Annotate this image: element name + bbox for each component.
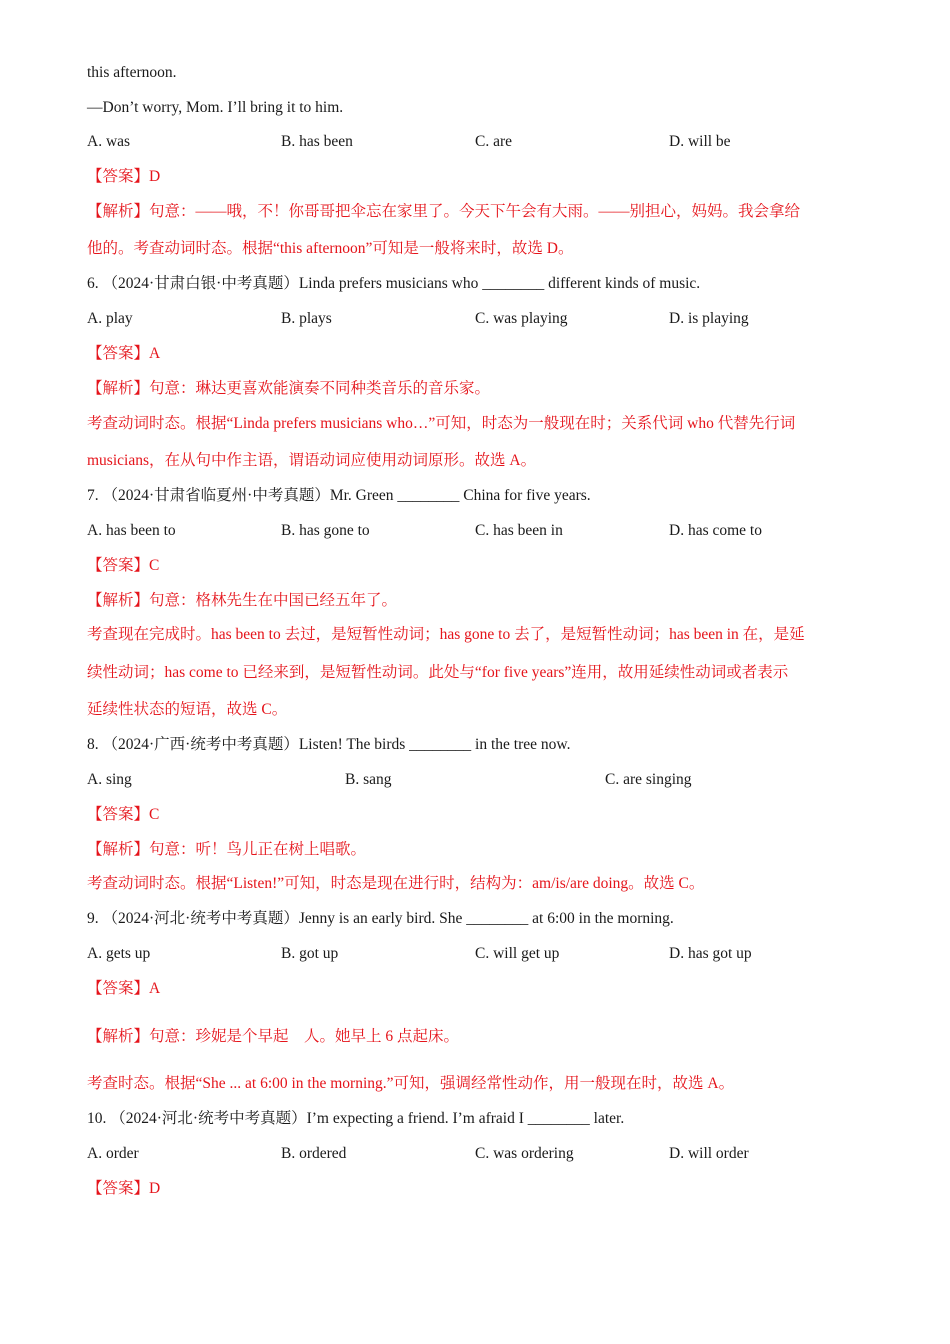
q5-option-a: A. was [87, 133, 131, 150]
q7-analysis-3: 续性动词；has come to 已经来到，是短暂性动词。此处与“for five years”连用，故用延续性动词或者表示 [87, 664, 789, 681]
q7-option-b: B. has gone to [281, 522, 370, 539]
q9-option-c: C. will get up [475, 945, 560, 962]
q5-options [87, 132, 867, 152]
q8-analysis-2: 考查动词时态。根据“Listen!”可知，时态是现在进行时，结构为：am/is/are doing。故选 C。 [87, 875, 705, 892]
q8-option-c: C. are singing [605, 771, 692, 788]
q8-option-b: B. sang [345, 771, 392, 788]
q8-analysis-1: 【解析】句意：听！鸟儿正在树上唱歌。 [87, 841, 367, 858]
q7-analysis-1: 【解析】句意：格林先生在中国已经五年了。 [87, 592, 398, 609]
q6-option-d: D. is playing [669, 310, 749, 327]
q5-option-d: D. will be [669, 133, 731, 150]
q7-option-a: A. has been to [87, 522, 176, 539]
q6-option-b: B. plays [281, 310, 332, 327]
q6-analysis-2: 考查动词时态。根据“Linda prefers musicians who…”可知，时态为一般现在时；关系代词 who 代替先行词 [87, 415, 796, 432]
q10-option-d: D. will order [669, 1145, 749, 1162]
q5-analysis-2: 他的。考查动词时态。根据“this afternoon”可知是一般将来时，故选 D。 [87, 240, 574, 257]
q8-stem: 8. （2024·广西·统考中考真题）Listen! The birds ________ in the tree now. [87, 736, 571, 753]
q8-answer: 【答案】C [87, 806, 160, 823]
q10-answer: 【答案】D [87, 1180, 161, 1197]
q7-stem: 7. （2024·甘肃省临夏州·中考真题）Mr. Green ________ China for five years. [87, 487, 591, 504]
q8-options [87, 770, 867, 790]
q9-option-a: A. gets up [87, 945, 151, 962]
q7-analysis-2: 考查现在完成时。has been to 去过，是短暂性动词；has gone to 去了，是短暂性动词；has been in 在，是延 [87, 626, 805, 643]
q7-options [87, 521, 867, 541]
intro-line-2: —Don’t worry, Mom. I’ll bring it to him. [87, 99, 344, 116]
q5-answer: 【答案】D [87, 168, 161, 185]
q6-stem: 6. （2024·甘肃白银·中考真题）Linda prefers musicians who ________ different kinds of music. [87, 275, 701, 292]
q7-option-c: C. has been in [475, 522, 563, 539]
q6-option-a: A. play [87, 310, 133, 327]
q5-analysis-1: 【解析】句意：——哦，不！你哥哥把伞忘在家里了。今天下午会有大雨。——别担心，妈妈。我会拿给 [87, 203, 801, 220]
q5-option-c: C. are [475, 133, 513, 150]
q8-option-a: A. sing [87, 771, 132, 788]
q9-stem: 9. （2024·河北·统考中考真题）Jenny is an early bird. She ________ at 6:00 in the morning. [87, 910, 674, 927]
q6-answer: 【答案】A [87, 345, 161, 362]
q9-analysis-2: 考查时态。根据“She ... at 6:00 in the morning.”可知，强调经常性动作，用一般现在时，故选 A。 [87, 1075, 735, 1092]
q7-analysis-4: 延续性状态的短语，故选 C。 [87, 701, 288, 718]
q10-option-a: A. order [87, 1145, 139, 1162]
q6-analysis-1: 【解析】句意：琳达更喜欢能演奏不同种类音乐的音乐家。 [87, 380, 491, 397]
q7-option-d: D. has come to [669, 522, 762, 539]
q9-options [87, 944, 867, 964]
q7-answer: 【答案】C [87, 557, 160, 574]
q9-option-b: B. got up [281, 945, 339, 962]
q10-option-b: B. ordered [281, 1145, 347, 1162]
q9-answer: 【答案】A [87, 980, 161, 997]
q9-analysis-1: 【解析】句意：珍妮是个早起 人。她早上 6 点起床。 [87, 1028, 460, 1045]
q6-analysis-3: musicians，在从句中作主语，谓语动词应使用动词原形。故选 A。 [87, 452, 537, 469]
q9-option-d: D. has got up [669, 945, 752, 962]
q10-options [87, 1144, 867, 1164]
q10-option-c: C. was ordering [475, 1145, 574, 1162]
intro-line-1: this afternoon. [87, 64, 177, 81]
q6-options [87, 309, 867, 329]
q10-stem: 10. （2024·河北·统考中考真题）I’m expecting a friend. I’m afraid I ________ later. [87, 1110, 625, 1127]
q6-option-c: C. was playing [475, 310, 568, 327]
q5-option-b: B. has been [281, 133, 353, 150]
